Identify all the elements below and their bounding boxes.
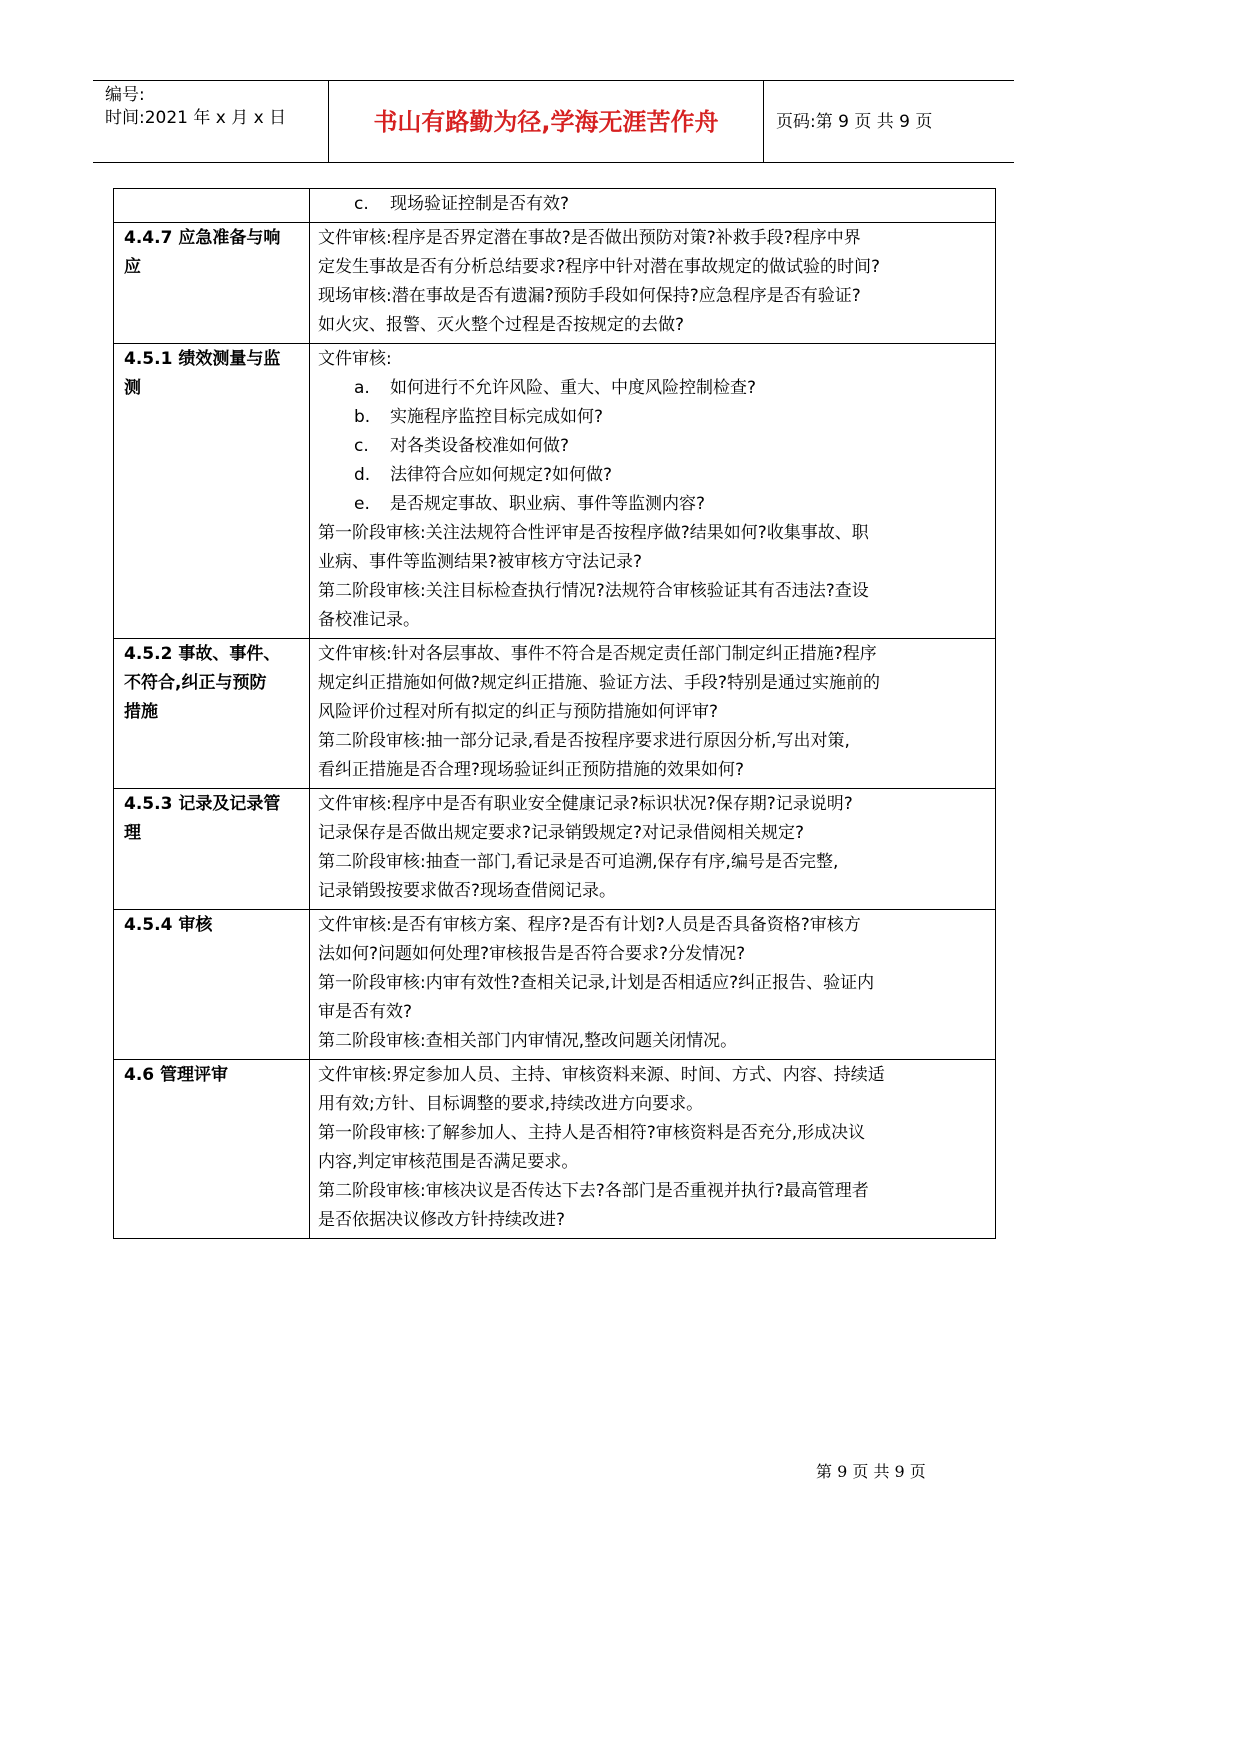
header-page-label: 页码:第 9 页 共 9 页 xyxy=(776,112,933,132)
content-line: 第一阶段审核:关注法规符合性评审是否按程序做?结果如何?收集事故、职 xyxy=(318,523,869,543)
content-line: 内容,判定审核范围是否满足要求。 xyxy=(318,1152,579,1172)
document-number-label: 编号: xyxy=(105,85,145,105)
content-line: 用有效;方针、目标调整的要求,持续改进方向要求。 xyxy=(318,1094,704,1114)
clause-title-line: 4.5.1 绩效测量与监 xyxy=(124,349,281,369)
table-row xyxy=(114,910,996,1060)
audit-content-cell xyxy=(310,344,996,639)
content-line: 规定纠正措施如何做?规定纠正措施、验证方法、手段?特别是通过实施前的 xyxy=(318,673,881,693)
clause-title-line: 4.4.7 应急准备与响 xyxy=(124,228,281,248)
list-item xyxy=(318,432,989,461)
clause-cell xyxy=(114,639,310,789)
content-line: 现场审核:潜在事故是否有遗漏?预防手段如何保持?应急程序是否有验证? xyxy=(318,286,861,306)
list-item-letter: a. xyxy=(354,378,370,398)
list-item-text: 是否规定事故、职业病、事件等监测内容? xyxy=(390,494,706,514)
header-divider-right xyxy=(763,80,764,162)
content-line: 记录保存是否做出规定要求?记录销毁规定?对记录借阅相关规定? xyxy=(318,823,805,843)
content-line: 定发生事故是否有分析总结要求?程序中针对潜在事故规定的做试验的时间? xyxy=(318,257,881,277)
content-line: 记录销毁按要求做否?现场查借阅记录。 xyxy=(318,881,617,901)
table-row xyxy=(114,1060,996,1239)
table-row xyxy=(114,189,996,223)
audit-content-cell xyxy=(310,639,996,789)
content-line: 审是否有效? xyxy=(318,1002,413,1022)
list-item-text: 如何进行不允许风险、重大、中度风险控制检查? xyxy=(390,378,757,398)
list-item xyxy=(318,490,989,519)
content-line: 法如何?问题如何处理?审核报告是否符合要求?分发情况? xyxy=(318,944,746,964)
clause-title-line: 4.5.2 事故、事件、 xyxy=(124,644,281,664)
audit-content-cell xyxy=(310,910,996,1060)
content-line: 文件审核:界定参加人员、主持、审核资料来源、时间、方式、内容、持续适 xyxy=(318,1065,885,1085)
content-line: 文件审核:是否有审核方案、程序?是否有计划?人员是否具备资格?审核方 xyxy=(318,915,861,935)
clause-title-line: 不符合,纠正与预防 xyxy=(124,673,267,693)
content-line: 文件审核: xyxy=(318,349,392,369)
table-row xyxy=(114,344,996,639)
header-top-rule xyxy=(93,80,1014,81)
clause-title-line: 应 xyxy=(124,257,141,277)
header-divider-left xyxy=(328,80,329,162)
clause-cell xyxy=(114,1060,310,1239)
clause-cell xyxy=(114,789,310,910)
list-item xyxy=(318,461,989,490)
table-row xyxy=(114,789,996,910)
table-row xyxy=(114,639,996,789)
content-line: 第二阶段审核:抽查一部门,看记录是否可追溯,保存有序,编号是否完整, xyxy=(318,852,839,872)
clause-title-line: 4.5.3 记录及记录管 xyxy=(124,794,281,814)
table-row xyxy=(114,223,996,344)
list-item-letter: e. xyxy=(354,494,370,514)
content-line: 备校准记录。 xyxy=(318,610,420,630)
content-line: 第二阶段审核:审核决议是否传达下去?各部门是否重视并执行?最高管理者 xyxy=(318,1181,869,1201)
audit-criteria-table xyxy=(113,188,996,1239)
audit-content-cell xyxy=(310,789,996,910)
list-item-text: 实施程序监控目标完成如何? xyxy=(390,407,604,427)
audit-content-cell xyxy=(310,223,996,344)
clause-cell xyxy=(114,223,310,344)
list-item-letter: c. xyxy=(354,436,369,456)
audit-table-body xyxy=(114,189,996,1239)
content-line: 业病、事件等监测结果?被审核方守法记录? xyxy=(318,552,643,572)
list-item xyxy=(318,403,989,432)
clause-title-line: 措施 xyxy=(124,702,158,722)
page-footer: 第 9 页 共 9 页 xyxy=(816,1462,926,1481)
content-line: 第二阶段审核:查相关部门内审情况,整改问题关闭情况。 xyxy=(318,1031,738,1051)
content-line: 文件审核:针对各层事故、事件不符合是否规定责任部门制定纠正措施?程序 xyxy=(318,644,877,664)
content-line: 第一阶段审核:了解参加人、主持人是否相符?审核资料是否充分,形成决议 xyxy=(318,1123,866,1143)
content-line: 如火灾、报警、灭火整个过程是否按规定的去做? xyxy=(318,315,685,335)
content-line: 风险评价过程对所有拟定的纠正与预防措施如何评审? xyxy=(318,702,719,722)
content-line: 文件审核:程序中是否有职业安全健康记录?标识状况?保存期?记录说明? xyxy=(318,794,853,814)
content-line: 文件审核:程序是否界定潜在事故?是否做出预防对策?补救手段?程序中界 xyxy=(318,228,861,248)
content-line: 是否依据决议修改方针持续改进? xyxy=(318,1210,566,1230)
content-line: 看纠正措施是否合理?现场验证纠正预防措施的效果如何? xyxy=(318,760,745,780)
list-item-letter: c. xyxy=(354,194,369,214)
audit-content-cell xyxy=(310,1060,996,1239)
header-bottom-rule xyxy=(93,162,1014,163)
list-item-text: 现场验证控制是否有效? xyxy=(390,194,570,214)
list-item xyxy=(318,374,989,403)
header-motto: 书山有路勤为径,学海无涯苦作舟 xyxy=(373,108,719,136)
clause-cell xyxy=(114,189,310,223)
document-time-label: 时间:2021 年 x 月 x 日 xyxy=(105,108,287,128)
clause-cell xyxy=(114,910,310,1060)
audit-content-cell xyxy=(310,189,996,223)
content-line: 第一阶段审核:内审有效性?查相关记录,计划是否相适应?纠正报告、验证内 xyxy=(318,973,875,993)
list-item xyxy=(318,190,989,219)
list-item-text: 法律符合应如何规定?如何做? xyxy=(390,465,613,485)
clause-title-line: 理 xyxy=(124,823,141,843)
clause-cell xyxy=(114,344,310,639)
clause-title-line: 测 xyxy=(124,378,141,398)
content-line: 第二阶段审核:关注目标检查执行情况?法规符合审核验证其有否违法?查设 xyxy=(318,581,869,601)
content-line: 第二阶段审核:抽一部分记录,看是否按程序要求进行原因分析,写出对策, xyxy=(318,731,850,751)
clause-title-line: 4.6 管理评审 xyxy=(124,1065,229,1085)
list-item-letter: b. xyxy=(354,407,371,427)
list-item-text: 对各类设备校准如何做? xyxy=(390,436,570,456)
list-item-letter: d. xyxy=(354,465,371,485)
clause-title-line: 4.5.4 审核 xyxy=(124,915,213,935)
